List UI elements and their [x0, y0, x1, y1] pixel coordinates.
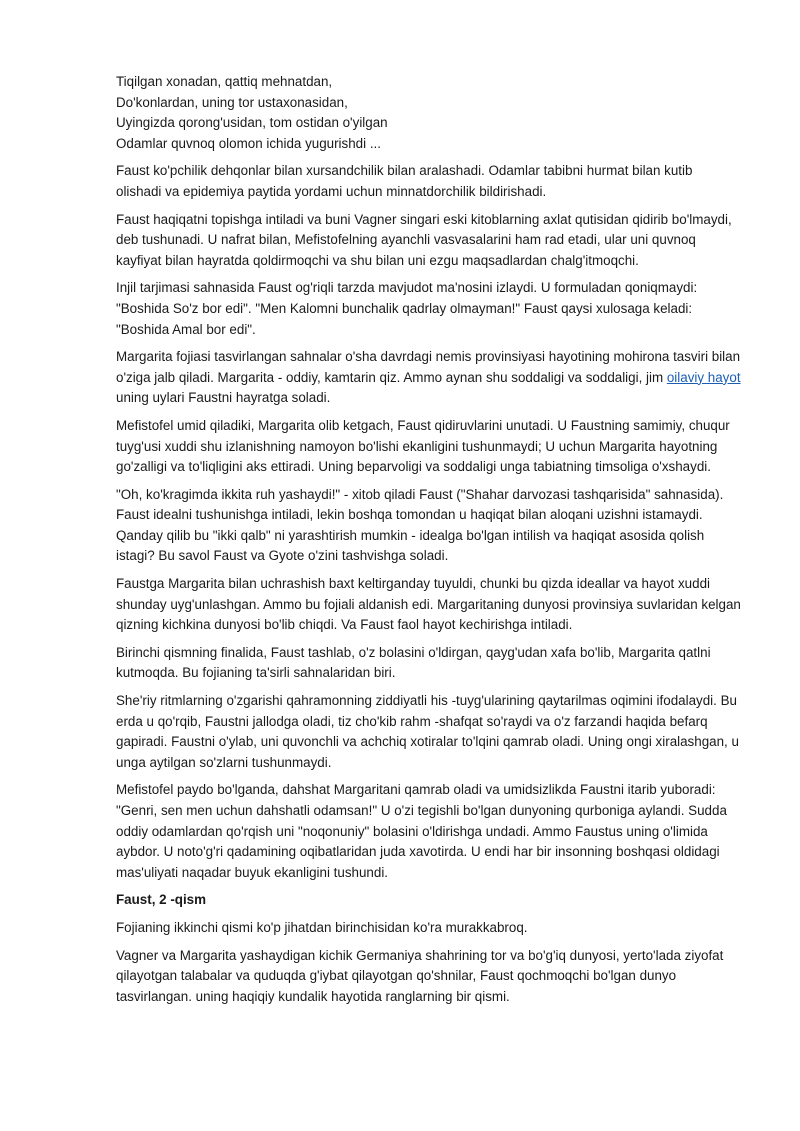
paragraph-text: Margarita fojiasi tasvirlangan sahnalar o'sha davrdagi nemis provinsiyasi hayotining mohirona tasviri bilan o'ziga jalb qiladi. Margarita - oddiy, kamtarin qiz. Ammo aynan shu soddaligi va soddaligi, jim: [116, 349, 741, 385]
paragraph: Birinchi qismning finalida, Faust tashlab, o'z bolasini o'ldirgan, qayg'udan xafa bo'lib, Margarita qatlni kutmoqda. Bu fojianing ta'sirli sahnalaridan biri.: [116, 644, 711, 681]
paragraph: She'riy ritmlarning o'zgarishi qahramonning ziddiyatli his -tuyg'ularining qaytarilmas oqimini ifodalaydi. Bu erda u qo'rqib, Faustni jallodga oladi, tiz cho'kib rahm -shafqat so'raydi va o'z farzandi haqida befarq gapiradi. Faustni o'ylab, uni quvonchli va achchiq xotiralar to'lqini qamrab oladi. Uning ongi xiralashgan, u unga aytilgan so'zlarni tushunmaydi.: [116, 693, 739, 770]
paragraph: Faustga Margarita bilan uchrashish baxt keltirganday tuyuldi, chunki bu qizda ideallar va hayot xuddi shunday uyg'unlashgan. Ammo bu fojiali aldanish edi. Margaritaning dunyosi provinsiya suvlaridan kelgan qizning kichkina dunyosi bo'lib chiqdi. Va Faust faol hayot kechirishga intiladi.: [116, 576, 741, 633]
oilaviy-hayot-link[interactable]: oilaviy hayot: [666, 369, 741, 385]
document-body: [116, 72, 741, 1014]
paragraph-text: uning uylari Faustni hayratga soladi.: [116, 390, 331, 406]
paragraph: Vagner va Margarita yashaydigan kichik Germaniya shahrining tor va bo'g'iq dunyosi, yerto'lada ziyofat qilayotgan talabalar va quduqda g'iybat qilayotgan qo'shnilar, Faust qochmoqchi bo'lgan dunyo tasvirlangan. uning haqiqiy kundalik hayotida ranglarning bir qismi.: [116, 947, 724, 1004]
poem-line: Uyingizda qorong'usidan, tom ostidan o'yilgan: [116, 115, 388, 131]
poem-line: Do'konlardan, uning tor ustaxonasidan,: [116, 94, 348, 110]
section-heading: Faust, 2 -qism: [116, 892, 207, 908]
paragraph: Faust haqiqatni topishga intiladi va buni Vagner singari eski kitoblarning axlat qutisidan qidirib bo'lmaydi, deb tushunadi. U nafrat bilan, Mefistofelning ayanchli vasvasalarini ham rad etadi, ular uni quvnoq kayfiyat bilan hayratda qoldirmoqchi va shu bilan uni ezgu maqsadlardan chalg'itmoqchi.: [116, 211, 732, 268]
poem-line: Odamlar quvnoq olomon ichida yugurishdi ...: [116, 135, 381, 151]
paragraph-with-link: [116, 347, 741, 409]
paragraph: Mefistofel umid qiladiki, Margarita olib ketgach, Faust qidiruvlarini unutadi. U Faustning samimiy, chuqur tuyg'usi xuddi shu izlanishning namoyon bo'lishi ekanligini tushunmaydi; U uchun Margarita hayotning go'zalligi va to'liqligini aks ettiradi. Uning beparvoligi va soddaligi unga tabiatning timsoliga o'xshaydi.: [116, 417, 730, 475]
paragraph: Fojianing ikkinchi qismi ko'p jihatdan birinchisidan ko'ra murakkabroq.: [116, 919, 528, 935]
poem-stanza: [116, 72, 741, 154]
paragraph: Injil tarjimasi sahnasida Faust og'riqli tarzda mavjudot ma'nosini izlaydi. U formuladan qoniqmaydi: "Boshida So'z bor edi". "Men Kalomni bunchalik qadrlay olmayman!" Faust qaysi xulosaga keladi: "Boshida Amal bor edi".: [116, 280, 698, 337]
poem-line: Tiqilgan xonadan, qattiq mehnatdan,: [116, 74, 333, 89]
paragraph: "Oh, ko'kragimda ikkita ruh yashaydi!" - xitob qiladi Faust ("Shahar darvozasi tashqarisida" sahnasida). Faust idealni tushunishga intiladi, lekin boshqa tomondan u haqiqat bilan aloqani uzishni istamaydi. Qanday qilib bu "ikki qalb" ni yarashtirish mumkin - idealga bo'lgan intilish va haqiqat asosida qolish istagi? Bu savol Faust va Gyote o'zini tashvishga soladi.: [116, 486, 724, 564]
paragraph: Mefistofel paydo bo'lganda, dahshat Margaritani qamrab oladi va umidsizlikda Faustni itarib yuboradi: "Genri, sen men uchun dahshatli odamsan!" U o'zi tegishli bo'lgan dunyoning qurboniga aylandi. Sudda oddiy odamlardan qo'rqish uni "noqonuniy" bolasini o'ldirishga undadi. Ammo Faustus uning o'limida aybdor. U noto'g'ri qadamining oqibatlaridan juda xavotirda. U endi har bir insonning boshqasi oldidagi mas'uliyati naqadar buyuk ekanligini tushundi.: [116, 782, 727, 880]
paragraph: Faust ko'pchilik dehqonlar bilan xursandchilik bilan aralashadi. Odamlar tabibni hurmat bilan kutib olishadi va epidemiya paytida yordami uchun minnatdorchilik bildirishadi.: [116, 163, 693, 199]
